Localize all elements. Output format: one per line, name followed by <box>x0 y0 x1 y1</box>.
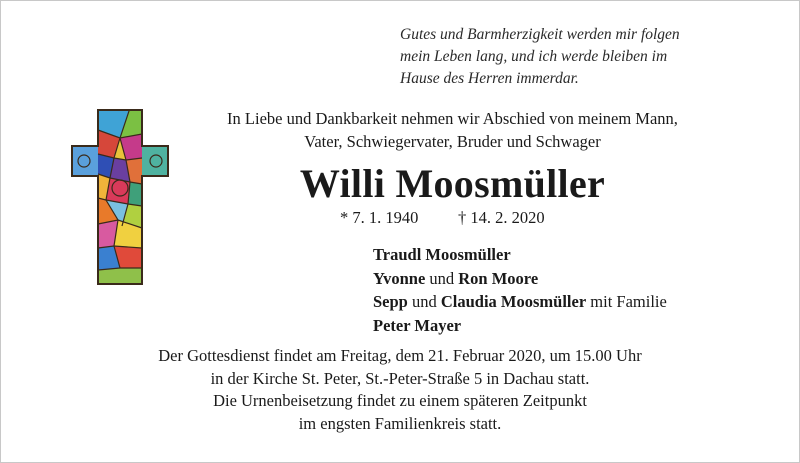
service-line: im engsten Familienkreis statt. <box>298 413 502 433</box>
mourner-name: Ron Moore <box>458 268 539 288</box>
mourner-conjunction: und <box>425 268 459 288</box>
mourner-name: Traudl Moosmüller <box>373 245 511 264</box>
service-info <box>60 345 740 435</box>
service-line: in der Kirche St. Peter, St.-Peter-Straße 5 in Dachau statt. <box>210 368 590 388</box>
mourner-line <box>373 314 753 338</box>
mourner-suffix: mit Familie <box>586 292 667 311</box>
service-line: Die Urnenbeisetzung findet zu einem späteren Zeitpunkt <box>213 391 587 410</box>
verse-line: Hause des Herren immerdar. <box>400 70 579 87</box>
farewell-line: In Liebe und Dankbarkeit nehmen wir Abschied von meinem Mann, <box>227 109 678 128</box>
mourner-line <box>373 243 753 267</box>
mourner-name: Sepp <box>373 292 408 311</box>
mourner-line <box>373 290 753 314</box>
mourners-list <box>373 243 753 337</box>
deceased-name: Willi Moosmüller <box>299 161 606 206</box>
mourner-name: Peter Mayer <box>373 315 462 335</box>
stained-glass-cross-icon <box>70 108 170 292</box>
bible-verse <box>400 24 780 90</box>
mourner-conjunction: und <box>407 292 441 311</box>
farewell-text <box>180 107 725 153</box>
mourner-line <box>373 267 753 291</box>
life-dates <box>340 207 640 229</box>
mourner-name: Yvonne <box>373 268 426 288</box>
farewell-line: Vater, Schwiegervater, Bruder und Schwager <box>304 132 601 151</box>
verse-line: mein Leben lang, und ich werde bleiben im <box>400 48 668 65</box>
verse-line: Gutes und Barmherzigkeit werden mir folgen <box>400 26 680 43</box>
death-date: † 14. 2. 2020 <box>458 208 545 227</box>
birth-date: * 7. 1. 1940 <box>340 208 419 227</box>
mourner-name: Claudia Moosmüller <box>440 292 587 311</box>
service-line: Der Gottesdienst findet am Freitag, dem 21. Februar 2020, um 15.00 Uhr <box>158 346 642 365</box>
